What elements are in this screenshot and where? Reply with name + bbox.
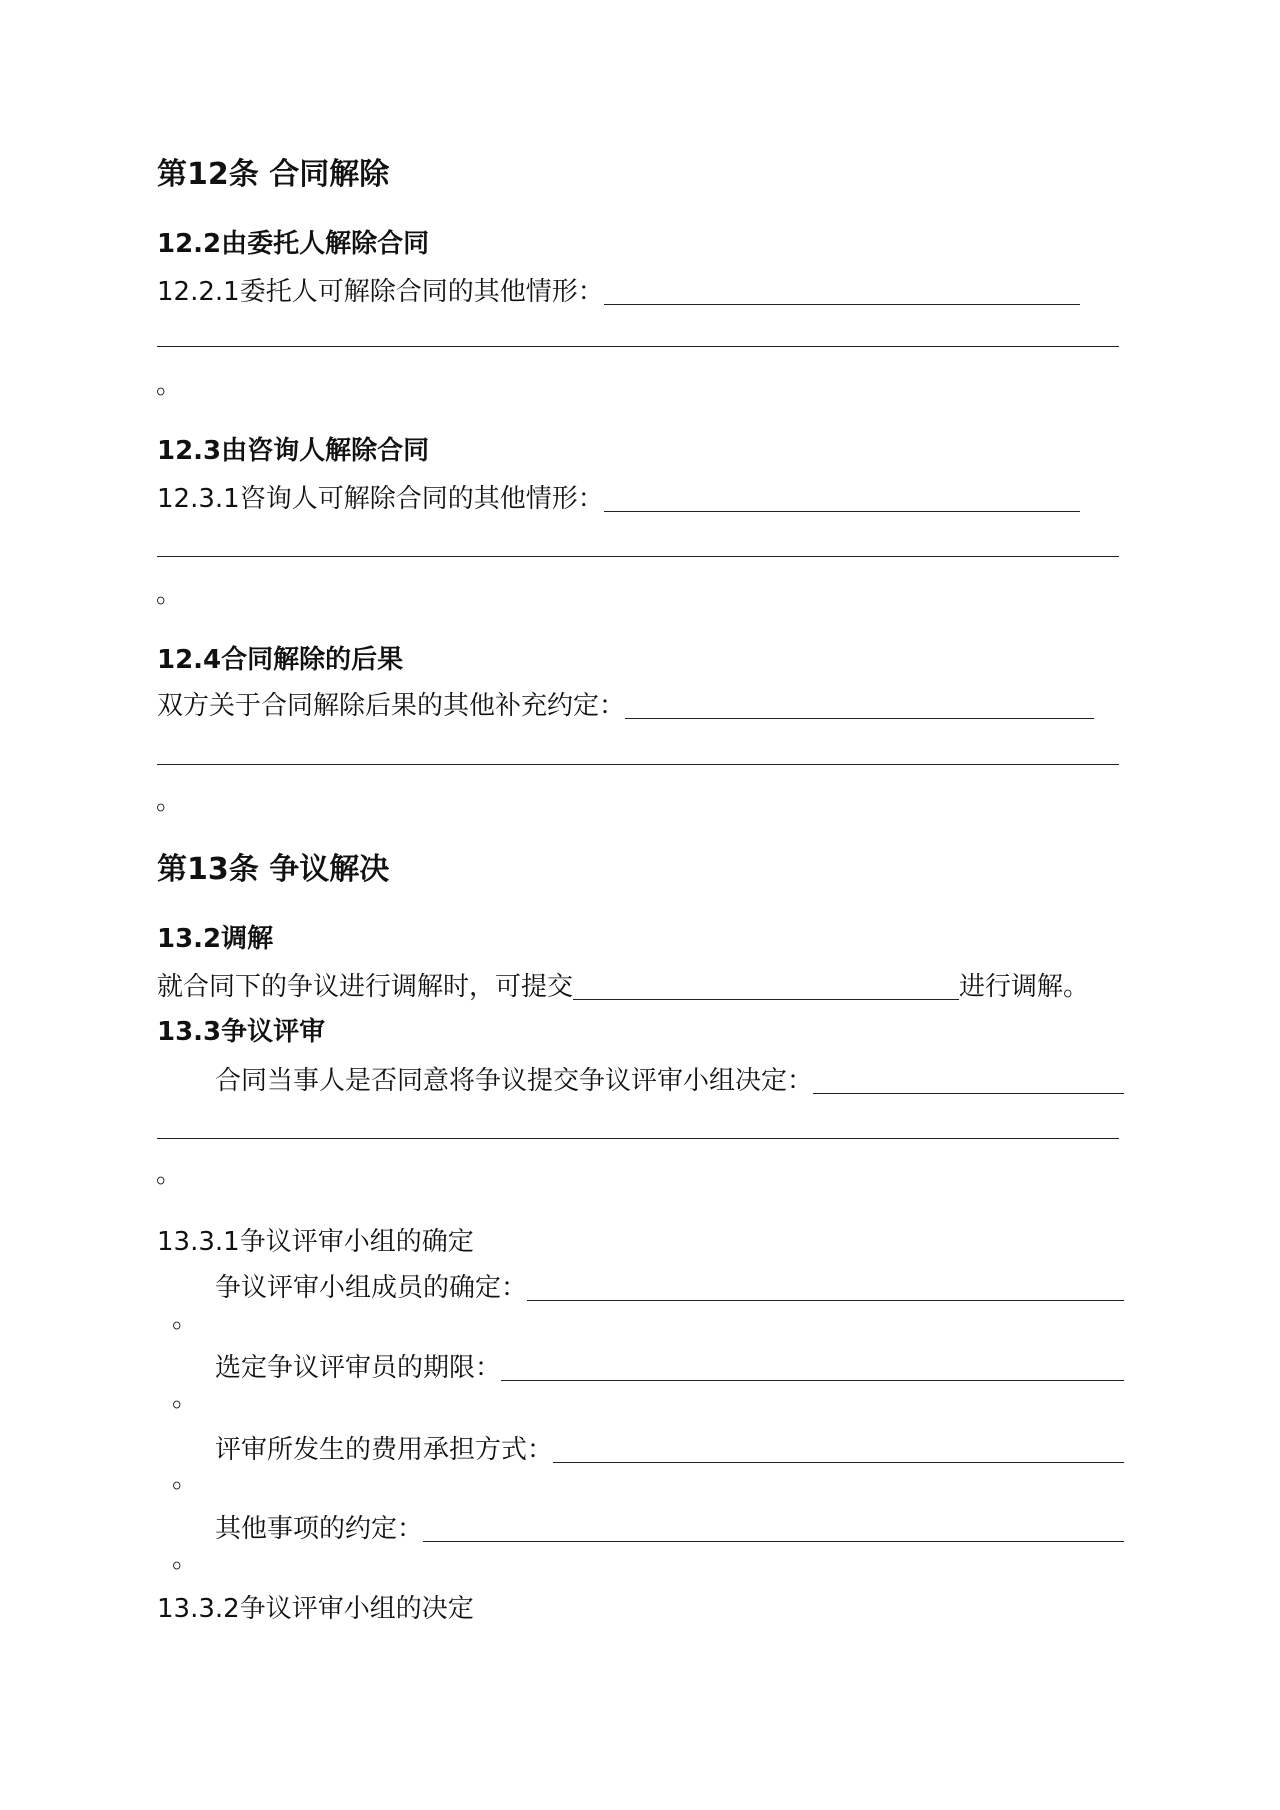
clause-12-3-1-label: 12.3.1咨询人可解除合同的其他情形：: [157, 484, 604, 514]
clause-13-3-consent: [215, 1065, 1124, 1097]
mediation-text-before: 就合同下的争议进行调解时，可提交: [157, 972, 574, 1002]
fill-in-blank: [813, 1093, 1124, 1094]
clause-12-4-supplement: [157, 690, 1094, 722]
blank-continuation-line: [157, 764, 1119, 765]
end-mark: 。: [172, 1304, 199, 1334]
fill-in-blank: [604, 511, 1080, 512]
clause-12-2-1: [157, 276, 1080, 308]
field-panel-members: [215, 1272, 1124, 1304]
end-mark: 。: [156, 370, 183, 400]
article-12-title: 第12条 合同解除: [157, 157, 390, 192]
end-mark: 。: [172, 1464, 199, 1494]
end-mark: 。: [172, 1383, 199, 1413]
fill-in-blank: [604, 304, 1080, 305]
field-label: 争议评审小组成员的确定：: [215, 1273, 528, 1303]
clause-12-4-label: 双方关于合同解除后果的其他补充约定：: [157, 691, 626, 721]
field-label: 其他事项的约定：: [215, 1514, 424, 1544]
section-12-2-heading: 12.2由委托人解除合同: [157, 229, 430, 259]
section-12-4-heading: 12.4合同解除的后果: [157, 645, 404, 675]
subsection-13-3-2-heading: 13.3.2争议评审小组的决定: [157, 1594, 474, 1624]
section-13-2-heading: 13.2调解: [157, 924, 274, 954]
field-other-matters: [215, 1513, 1124, 1545]
field-selection-deadline: [215, 1352, 1124, 1384]
fill-in-blank: [573, 999, 959, 1000]
end-mark: 。: [172, 1544, 199, 1574]
fill-in-blank: [527, 1300, 1124, 1301]
end-mark: 。: [156, 1159, 183, 1189]
end-mark: 。: [156, 579, 183, 609]
field-cost-bearing: [215, 1434, 1124, 1466]
article-13-title: 第13条 争议解决: [157, 852, 390, 887]
mediation-sentence: [157, 971, 1089, 1003]
fill-in-blank: [423, 1541, 1124, 1542]
end-mark: 。: [156, 786, 183, 816]
field-label: 评审所发生的费用承担方式：: [215, 1435, 554, 1465]
mediation-text-after: 进行调解。: [959, 972, 1090, 1002]
clause-12-2-1-label: 12.2.1委托人可解除合同的其他情形：: [157, 277, 604, 307]
clause-13-3-label: 合同当事人是否同意将争议提交争议评审小组决定：: [215, 1066, 814, 1096]
blank-continuation-line: [157, 346, 1119, 347]
blank-continuation-line: [157, 1138, 1119, 1139]
blank-continuation-line: [157, 556, 1119, 557]
fill-in-blank: [553, 1462, 1124, 1463]
section-13-3-heading: 13.3争议评审: [157, 1017, 326, 1047]
subsection-13-3-1-heading: 13.3.1争议评审小组的确定: [157, 1227, 474, 1257]
fill-in-blank: [501, 1380, 1124, 1381]
section-12-3-heading: 12.3由咨询人解除合同: [157, 436, 430, 466]
fill-in-blank: [625, 718, 1094, 719]
clause-12-3-1: [157, 483, 1080, 515]
field-label: 选定争议评审员的期限：: [215, 1353, 502, 1383]
